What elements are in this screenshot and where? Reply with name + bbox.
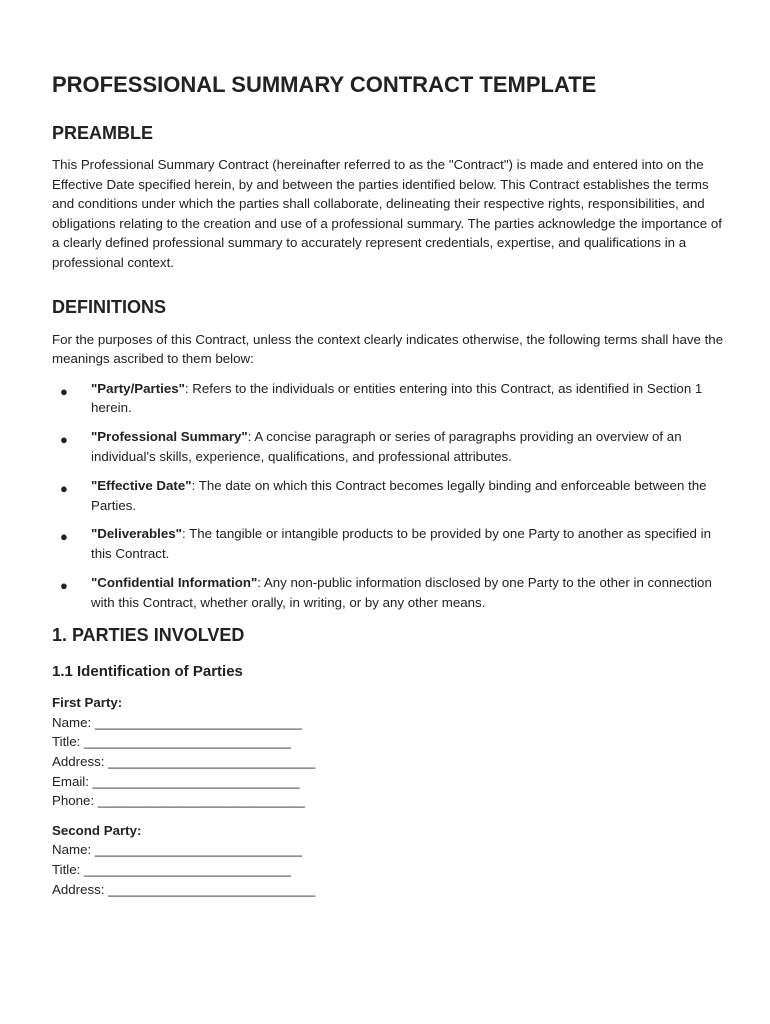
definition-term: "Effective Date"	[91, 477, 192, 493]
first-party-address-field[interactable]: Address: ____________________________	[52, 754, 316, 770]
bullet-icon: ●	[60, 578, 68, 594]
definitions-list	[52, 379, 732, 613]
definitions-intro: For the purposes of this Contract, unless the context clearly indicates otherwise, the following terms shall have the meanings ascribed to them below:	[52, 331, 724, 367]
contract-page	[52, 70, 732, 899]
definition-item	[52, 379, 732, 418]
definition-item	[52, 427, 732, 466]
first-party-label: First Party:	[52, 695, 123, 711]
definition-item	[52, 573, 732, 612]
first-party-phone-field[interactable]: Phone: ____________________________	[52, 793, 305, 809]
second-party-block	[52, 821, 732, 899]
preamble-text: This Professional Summary Contract (hereinafter referred to as the "Contract") is made and entered into on the Effective Date specified herein, by and between the parties identified below. This Contract establishes the terms and conditions under which the parties shall collaborate, delineating their respective rights, responsibilities, and obligations relating to the creation and use of a professional summary. The parties acknowledge the importance of a clearly defined professional summary to accurately represent credentials, expertise, and qualifications in a professional context.	[52, 157, 722, 270]
definitions-heading: DEFINITIONS	[52, 296, 167, 317]
parties-heading: 1. PARTIES INVOLVED	[52, 625, 245, 646]
first-party-block	[52, 693, 732, 811]
first-party-title-field[interactable]: Title: ____________________________	[52, 734, 292, 750]
definitions-section	[52, 295, 732, 613]
definition-term: "Deliverables"	[91, 526, 182, 542]
definition-text: : The date on which this Contract becomes legally binding and enforceable between the Parties.	[91, 477, 707, 513]
second-party-title-field[interactable]: Title: ____________________________	[52, 862, 292, 877]
second-party-address-field[interactable]: Address: ____________________________	[52, 881, 316, 897]
second-party-label: Second Party:	[52, 822, 142, 838]
preamble-heading: PREAMBLE	[52, 123, 154, 143]
definition-text: : Refers to the individuals or entities entering into this Contract, as identified in Section 1 herein.	[91, 380, 703, 416]
second-party-name-field[interactable]: Name: ____________________________	[52, 842, 302, 858]
definition-text: : A concise paragraph or series of paragraphs providing an overview of an individual's skills, experience, qualifications, and professional attributes.	[91, 429, 682, 464]
first-party-name-field[interactable]: Name: ____________________________	[52, 714, 302, 730]
definition-item	[52, 476, 732, 515]
bullet-icon: ●	[60, 383, 68, 399]
definition-item	[52, 524, 732, 563]
parties-section	[52, 623, 732, 899]
identification-subheading: 1.1 Identification of Parties	[52, 663, 243, 681]
preamble-section	[52, 121, 732, 273]
bullet-icon: ●	[60, 529, 68, 545]
definition-term: "Confidential Information"	[91, 575, 258, 591]
definition-text: : Any non-public information disclosed by one Party to the other in connection with this Contract, whether orally, in writing, or by any other means.	[91, 575, 712, 610]
first-party-email-field[interactable]: Email: ____________________________	[52, 773, 300, 789]
bullet-icon: ●	[60, 432, 68, 448]
definition-term: "Professional Summary"	[91, 429, 248, 445]
document-title: PROFESSIONAL SUMMARY CONTRACT TEMPLATE	[52, 72, 597, 97]
definition-text: : The tangible or intangible products to be provided by one Party to another as specified in this Contract.	[91, 526, 711, 562]
definition-term: "Party/Parties"	[91, 380, 185, 396]
bullet-icon: ●	[60, 480, 68, 496]
